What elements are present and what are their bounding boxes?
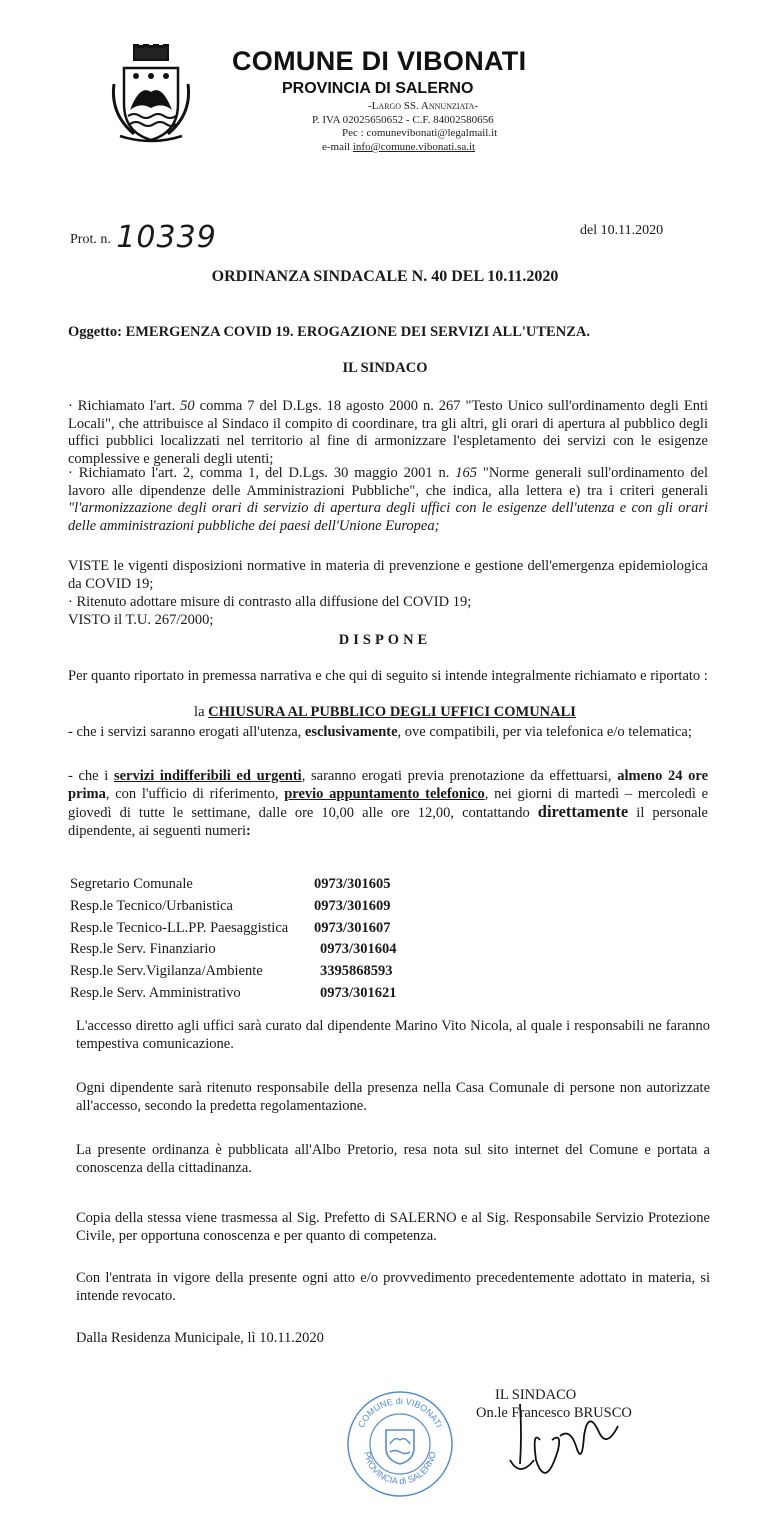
contacts-table — [70, 876, 397, 1007]
contact-phone-number[interactable]: 0973/301609 — [314, 897, 391, 914]
revocation-paragraph: Con l'entrata in vigore della presente ogni atto e/o provvedimento precedentemente adottato in materia, si intende revocato. — [76, 1270, 710, 1304]
email-link[interactable]: info@comune.vibonati.sa.it — [352, 141, 476, 153]
contact-row — [70, 920, 397, 942]
municipality-title: COMUNE DI VIBONATI — [232, 46, 527, 76]
contact-row — [70, 941, 397, 963]
responsibility-paragraph: Ogni dipendente sarà ritenuto responsabile della presenza nella Casa Comunale di persone non autorizzate all'accesso, secondo la predetta regolamentazione. — [76, 1080, 710, 1114]
place-date-line: Dalla Residenza Municipale, lì 10.11.2020 — [76, 1330, 324, 1346]
premise-paragraph-2: · Richiamato l'art. 2, comma 1, del D.Lgs. 30 maggio 2001 n. 165 "Norme generali sull'ordinamento del lavoro alle dipendenze delle Amministrazioni Pubbliche", che indica, alla lettera e) tra i criteri generali "l'armonizzazione degli orari di servizio di apertura degli uffici con le esigenze dell'utenza e con gli orari delle amministrazioni pubbliche dei paesi dell'Unione Europea; — [68, 465, 708, 534]
contact-row — [70, 876, 397, 898]
ordinance-title: ORDINANZA SINDACALE N. 40 DEL 10.11.2020 — [211, 268, 559, 285]
premise-paragraph-4: · Ritenuto adottare misure di contrasto alla diffusione del COVID 19; — [68, 594, 472, 610]
premise-paragraph-5: VISTO il T.U. 267/2000; — [68, 612, 214, 628]
signatory-title: IL SINDACO — [495, 1387, 577, 1403]
contact-phone-number[interactable]: 0973/301607 — [314, 919, 391, 936]
transmission-paragraph: Copia della stessa viene trasmessa al Sig. Prefetto di SALERNO e al Sig. Responsabile Servizio Protezione Civile, per opportuna conoscenza e per quanto di competenza. — [76, 1210, 710, 1244]
premise-paragraph-3: VISTE le vigenti disposizioni normative in materia di prevenzione e gestione dell'emergenza epidemiologica da COVID 19; — [68, 558, 708, 592]
contact-role: Resp.le Serv. Amministrativo — [70, 984, 241, 1001]
svg-text:PROVINCIA di SALERNO: PROVINCIA di SALERNO — [362, 1450, 438, 1487]
contact-row — [70, 963, 397, 985]
svg-text:COMUNE di VIBONATI: COMUNE di VIBONATI — [355, 1395, 445, 1430]
mayor-heading: IL SINDACO — [342, 360, 428, 376]
contact-row — [70, 898, 397, 920]
contact-role: Segretario Comunale — [70, 876, 193, 892]
contact-role: Resp.le Tecnico/Urbanistica — [70, 897, 233, 914]
access-paragraph: L'accesso diretto agli uffici sarà curato dal dipendente Marino Vito Nicola, al quale i responsabili ne faranno tempestiva comunicazione. — [76, 1018, 710, 1052]
contact-role: Resp.le Tecnico-LL.PP. Paesaggistica — [70, 919, 289, 936]
protocol-date: del 10.11.2020 — [580, 223, 664, 238]
premise-paragraph-1: · Richiamato l'art. 50 comma 7 del D.Lgs. 18 agosto 2000 n. 267 "Testo Unico sull'ordinamento degli Enti Locali", che attribuisce al Sindaco il compito di coordinare, tra gli altri, gli orari di apertura al pubblico degli uffici pubblici localizzati nel territorio al fine di armonizzare l'espletamento dei servizi con le esigenze complessive e generali degli utenti; — [68, 398, 708, 467]
province-name: PROVINCIA DI SALERNO — [282, 80, 474, 97]
contact-role: Resp.le Serv.Vigilanza/Ambiente — [70, 963, 263, 980]
protocol-label: Prot. n. — [70, 232, 111, 247]
contact-row — [70, 985, 397, 1007]
closure-statement: la CHIUSURA AL PUBBLICO DEGLI UFFICI COMUNALI — [194, 704, 576, 720]
handwritten-signature — [490, 1400, 630, 1480]
disposition-urgent-services: - che i servizi indifferibili ed urgenti, saranno erogati previa prenotazione da effettuarsi, almeno 24 ore prima, con l'ufficio di riferimento, previo appuntamento telefonico, nei giorni di martedì – mercoledì e giovedì di tutte le settimane, dalle ore 10,00 alle ore 12,00, contattando direttamente il personale dipendente, ai seguenti numeri: — [68, 768, 709, 839]
disposition-remote-services: - che i servizi saranno erogati all'utenza, esclusivamente, ove compatibili, per via telefonica e/o telematica; — [68, 724, 692, 740]
publication-paragraph: La presente ordinanza è pubblicata all'Albo Pretorio, resa nota sul sito internet del Comune e portata a conoscenza della cittadinanza. — [76, 1142, 710, 1176]
address: -Largo SS. Annunziata- — [368, 100, 479, 112]
vat-fiscal-code: P. IVA 02025650652 - C.F. 84002580656 — [312, 114, 494, 126]
contact-role: Resp.le Serv. Finanziario — [70, 941, 216, 958]
official-stamp — [342, 1386, 458, 1502]
contact-phone-number[interactable]: 0973/301604 — [320, 941, 397, 958]
disposition-intro: Per quanto riportato in premessa narrativa e che qui di seguito si intende integralmente richiamato e riportato : — [68, 668, 708, 684]
email-line — [322, 141, 475, 153]
email-label: e-mail — [322, 141, 353, 153]
dispone-heading: DISPONE — [338, 632, 432, 648]
subject-line: Oggetto: EMERGENZA COVID 19. EROGAZIONE DEI SERVIZI ALL'UTENZA. — [68, 324, 590, 340]
protocol-handwritten-number: 10339 — [116, 220, 217, 255]
pec-address: Pec : comunevibonati@legalmail.it — [342, 127, 498, 139]
protocol-number — [70, 216, 217, 255]
contact-phone-number[interactable]: 0973/301621 — [320, 984, 397, 1001]
contact-phone-number[interactable]: 0973/301605 — [314, 876, 391, 892]
signatory-name: On.le Francesco BRUSCO — [476, 1405, 632, 1421]
contact-phone-number[interactable]: 3395868593 — [320, 963, 393, 980]
municipal-crest-logo — [110, 44, 192, 144]
